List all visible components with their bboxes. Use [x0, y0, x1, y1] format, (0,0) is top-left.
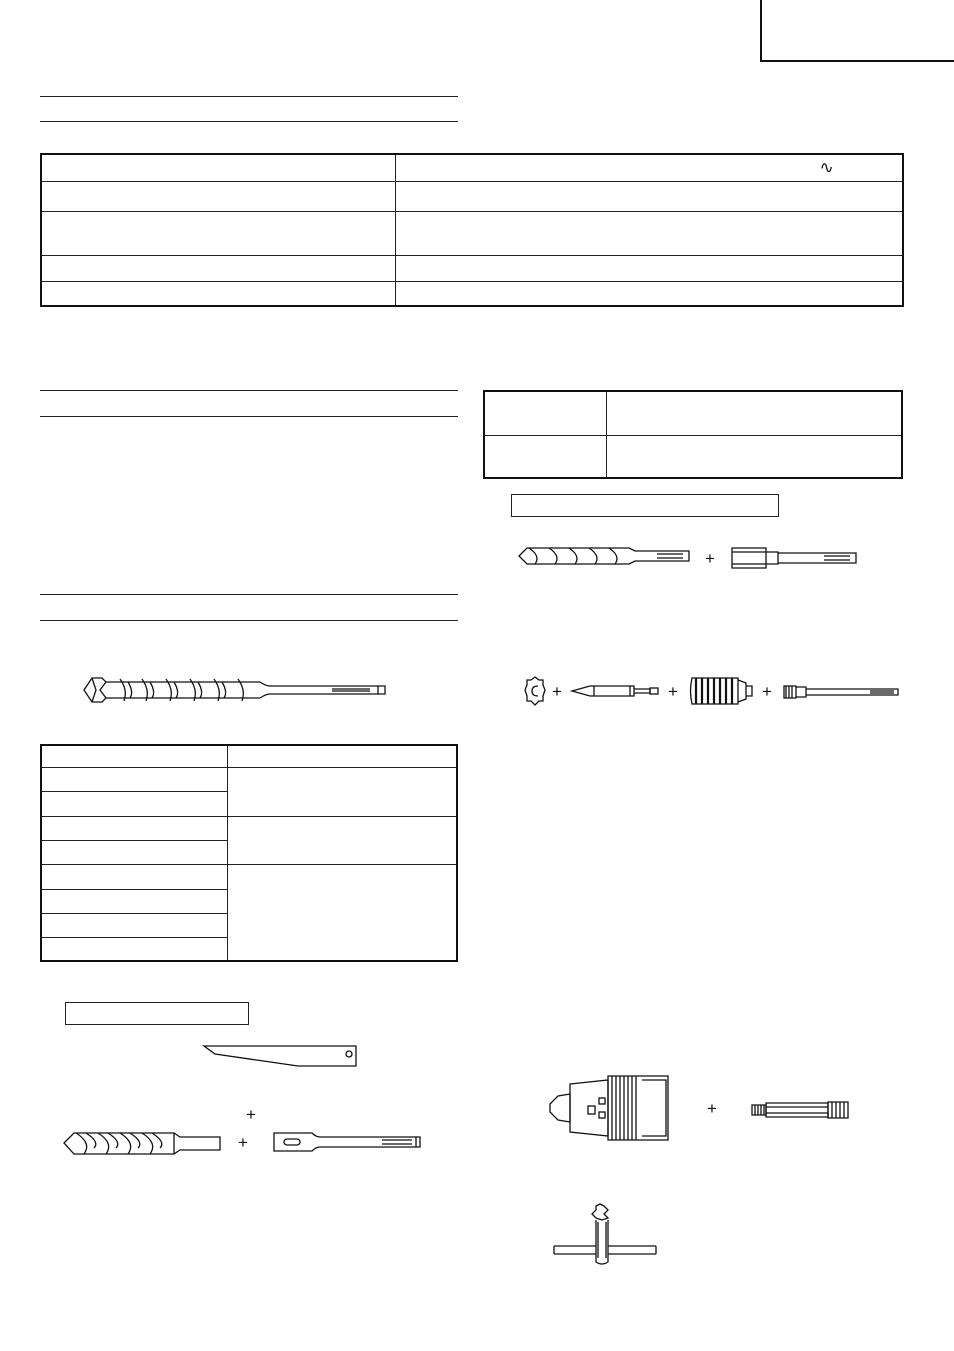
center-pin-icon	[570, 683, 662, 699]
taper-shank-adapter-icon	[272, 1131, 424, 1153]
sds-drill-bit-icon	[517, 545, 693, 567]
specifications-table	[40, 153, 904, 307]
table-row	[41, 745, 457, 767]
table-row	[484, 391, 902, 435]
spec-value	[395, 211, 903, 255]
right-table-value	[606, 435, 902, 478]
plus-sign: +	[246, 1105, 256, 1124]
drill-chuck-icon	[548, 1072, 672, 1144]
right-table	[483, 390, 903, 479]
bit-use-cell	[227, 767, 457, 816]
bit-size-cell	[41, 816, 227, 840]
right-table-label	[484, 435, 606, 478]
spec-label	[41, 154, 395, 181]
table-row	[41, 864, 457, 889]
standard-accessories-rule-bottom	[40, 416, 458, 417]
straight-shank-label	[512, 497, 516, 511]
spec-value	[395, 181, 903, 211]
right-table-label	[484, 391, 606, 435]
table-row	[41, 767, 457, 791]
bit-use-cell	[227, 816, 457, 864]
standard-accessories-rule-top	[40, 390, 458, 391]
table-row	[41, 181, 903, 211]
spec-value	[395, 255, 903, 281]
spec-label	[41, 255, 395, 281]
spec-value	[395, 281, 903, 306]
plus-sign: +	[705, 549, 715, 568]
bit-size-cell	[41, 913, 227, 937]
sds-max-drill-bit-icon	[80, 672, 390, 708]
spec-label	[41, 281, 395, 306]
core-bit-icon	[688, 674, 756, 708]
spec-label	[41, 211, 395, 255]
right-table-value	[606, 391, 902, 435]
core-bit-shank-icon	[782, 682, 902, 702]
table-row	[41, 211, 903, 255]
taper-shank-drill-bit-icon	[62, 1128, 224, 1158]
ac-symbol-icon: ∿	[819, 158, 834, 177]
bit-size-table	[40, 744, 458, 962]
chuck-adapter-icon	[730, 544, 860, 572]
table-row	[41, 154, 903, 181]
table-row	[484, 435, 902, 478]
straight-shank-label-box	[511, 494, 779, 517]
bit-size-cell	[41, 864, 227, 889]
applications-rule-bottom	[40, 620, 458, 621]
bit-use-cell	[227, 864, 457, 961]
table-row	[41, 816, 457, 840]
spec-value	[395, 154, 903, 181]
bit-size-cell	[41, 745, 227, 767]
plus-sign: +	[668, 682, 678, 701]
specifications-rule-top	[40, 96, 458, 97]
bit-size-cell	[41, 889, 227, 913]
bit-use-cell	[227, 745, 457, 767]
spec-label	[41, 181, 395, 211]
plus-sign: +	[707, 1099, 717, 1118]
table-row	[41, 255, 903, 281]
bit-size-cell	[41, 937, 227, 961]
specifications-rule-bottom	[40, 121, 458, 122]
cotter-wedge-icon	[203, 1044, 359, 1068]
bit-size-cell	[41, 767, 227, 791]
bit-size-cell	[41, 840, 227, 864]
center-pin-plate-icon	[524, 676, 546, 706]
table-row	[41, 281, 903, 306]
taper-shank-label	[66, 1005, 70, 1019]
bit-size-cell	[41, 791, 227, 816]
plus-sign: +	[552, 682, 562, 701]
plus-sign: +	[238, 1133, 248, 1152]
taper-shank-label-box	[65, 1002, 249, 1025]
language-tab	[760, 0, 954, 62]
chuck-adapter-shank-icon	[750, 1098, 854, 1122]
plus-sign: +	[762, 682, 772, 701]
applications-rule-top	[40, 594, 458, 595]
chuck-key-icon	[552, 1202, 658, 1266]
